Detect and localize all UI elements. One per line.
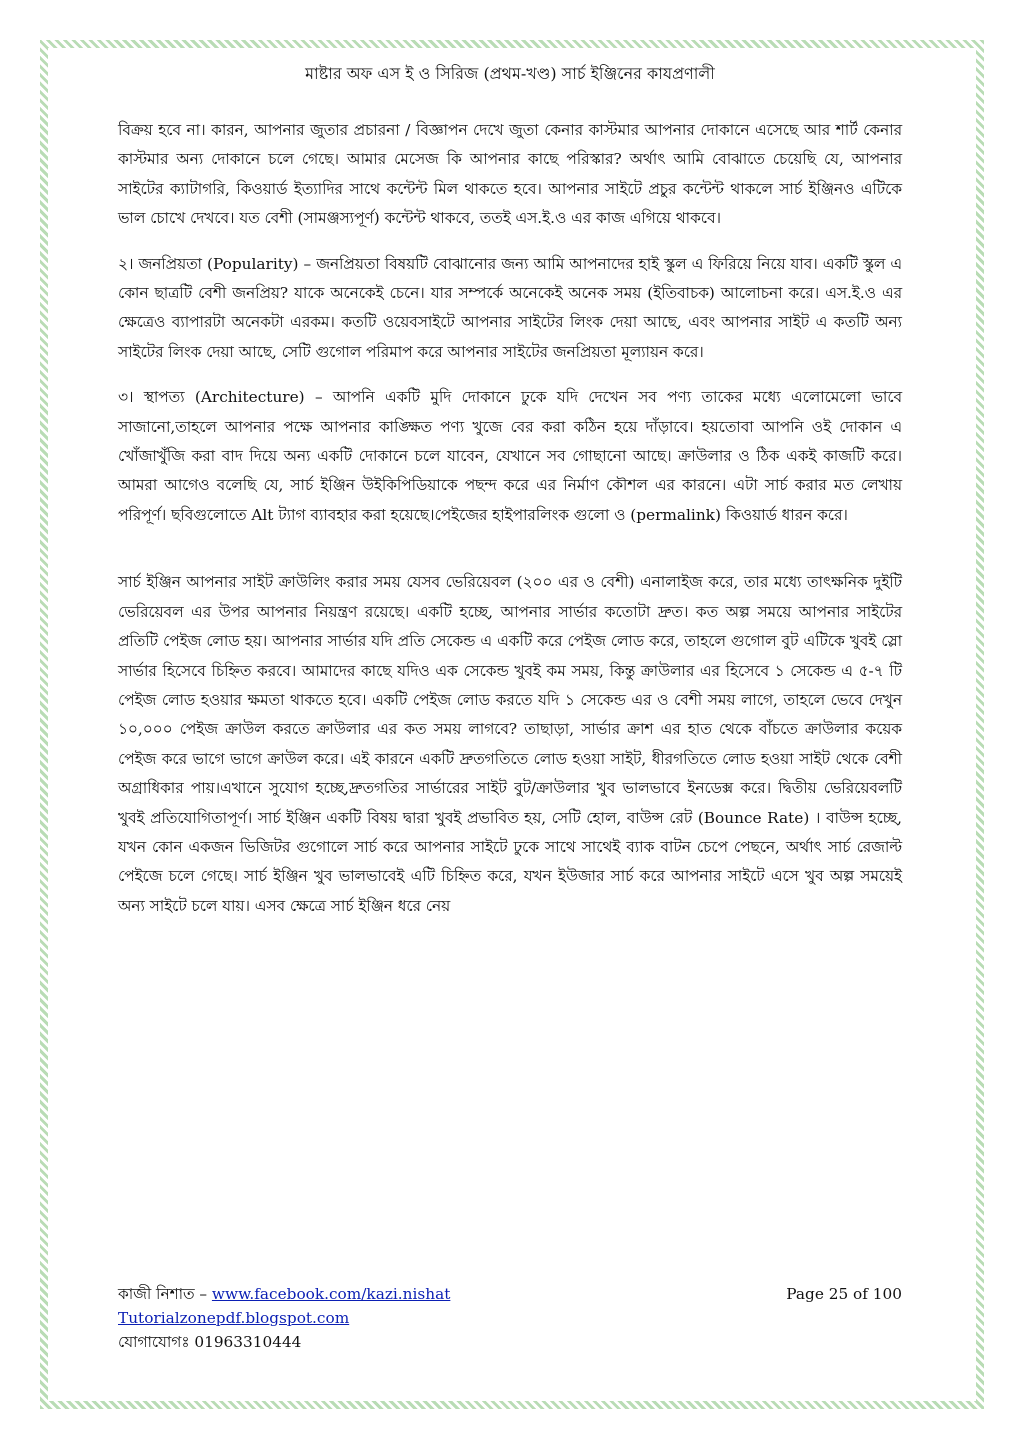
author-name: কাজী নিশাত – bbox=[118, 1285, 212, 1303]
page-footer bbox=[118, 1282, 902, 1354]
blog-link[interactable]: Tutorialzonepdf.blogspot.com bbox=[118, 1309, 350, 1327]
page-number: Page 25 of 100 bbox=[786, 1285, 902, 1303]
paragraph-crawling-variables: সার্চ ইঞ্জিন আপনার সাইট ক্রাউলিং করার সময় যেসব ভেরিয়েবল (২০০ এর ও বেশী) এনালাইজ করে, তার মধ্যে তাৎক্ষনিক দুইটি ভেরিয়েবল এর উপর আপনার নিয়ন্ত্রণ রয়েছে। একটি হচ্ছে, আপনার সার্ভার কতোটা দ্রুত। কত অল্প সময়ে আপনার সাইটের প্রতিটি পেইজ লোড হয়। আপনার সার্ভার যদি প্রতি সেকেন্ড এ একটি করে পেইজ লোড করে, তাহলে গুগোল বুট এটিকে খুবই স্লো সার্ভার হিসেবে চিহ্নিত করবে। আমাদের কাছে যদিও এক সেকেন্ড খুবই কম সময়, কিন্তু ক্রাউলার এর হিসেবে ১ সেকেন্ড এ ৫-৭ টি পেইজ লোড হওয়ার ক্ষমতা থাকতে হবে। একটি পেইজ লোড করতে যদি ১ সেকেন্ড এর ও বেশী সময় লাগে, তাহলে ভেবে দেখুন ১০,০০০ পেইজ ক্রাউল করতে ক্রাউলার এর কত সময় লাগবে? তাছাড়া, সার্ভার ক্রাশ এর হাত থেকে বাঁচতে ক্রাউলার কয়েক পেইজ করে ভাগে ভাগে ক্রাউল করে। এই কারনে একটি দ্রুতগতিতে লোড হওয়া সাইট, ধীরগতিতে লোড হওয়া সাইট থেকে বেশী অগ্রাধিকার পায়।এখানে সুযোগ হচ্ছে,দ্রুতগতির সার্ভারের সাইট বুট/ক্রাউলার খুব ভালভাবে ইনডেক্স করে। দ্বিতীয় ভেরিয়েবলটি খুবই প্রতিযোগিতাপূর্ণ। সার্চ ইঞ্জিন একটি বিষয় দ্বারা খুবই প্রভাবিত হয়, সেটি হোল, বাউন্স রেট (Bounce Rate) । বাউন্স হচ্ছে, যখন কোন একজন ভিজিটর গুগোলে সার্চ করে আপনার সাইটে ঢুকে সাথে সাথেই ব্যাক বাটন চেপে পেছনে, অর্থাৎ সার্চ রেজাল্ট পেইজে চলে গেছে। সার্চ ইঞ্জিন খুব ভালভাবেই এটি চিহ্নিত করে, যখন ইউজার সার্চ করে আপনার সাইটে এসে খুব অল্প সময়েই অন্য সাইটে চলে যায়। এসব ক্ষেত্রে সার্চ ইঞ্জিন ধরে নেয় bbox=[118, 573, 902, 915]
document-page bbox=[40, 40, 984, 1409]
footer-row-blog bbox=[118, 1306, 902, 1330]
paragraph-content-relevance: বিক্রয় হবে না। কারন, আপনার জুতার প্রচারনা / বিজ্ঞাপন দেখে জুতা কেনার কাস্টমার আপনার দোকানে এসেছে আর শার্ট কেনার কাস্টমার অন্য দোকানে চলে গেছে। আমার মেসেজ কি আপনার কাছে পরিস্কার? অর্থাৎ আমি বোঝাতে চেয়েছি যে, আপনার সাইটের ক্যাটাগরি, কিওয়ার্ড ইত্যাদির সাথে কন্টেন্ট মিল থাকতে হবে। আপনার সাইটে প্রচুর কন্টেন্ট থাকলে সার্চ ইঞ্জিনও এটিকে ভাল চোখে দেখবে। যত বেশী (সামঞ্জস্যপূর্ণ) কন্টেন্ট থাকবে, ততই এস.ই.ও এর কাজ এগিয়ে থাকবে। bbox=[118, 121, 902, 228]
footer-contact: যোগাযোগঃ 01963310444 bbox=[118, 1333, 302, 1351]
footer-row-author bbox=[118, 1282, 902, 1306]
paragraph-architecture: ৩। স্থাপত্য (Architecture) – আপনি একটি মুদি দোকানে ঢুকে যদি দেখেন সব পণ্য তাকের মধ্যে এলোমেলো ভাবে সাজানো,তাহলে আপনার পক্ষে আপনার কাঙ্ক্ষিত পণ্য খুজে বের করা কঠিন হয়ে দাঁড়াবে। হয়তোবা আপনি ওই দোকান এ খোঁজাখুঁজি করা বাদ দিয়ে অন্য একটি দোকানে চলে যাবেন, যেখানে সব গোছানো আছে। ক্রাউলার ও ঠিক একই কাজটি করে। আমরা আগেও বলেছি যে, সার্চ ইঞ্জিন উইকিপিডিয়াকে পছন্দ করে এর নির্মাণ কৌশল এর কারনে। এটা সার্চ করার মত লেখায় পরিপূর্ণ। ছবিগুলোতে Alt ট্যাগ ব্যাবহার করা হয়েছে।পেইজের হাইপারলিংক গুলো ও (permalink) কিওয়ার্ড ধারন করে। bbox=[118, 388, 902, 524]
footer-author bbox=[118, 1282, 450, 1306]
facebook-link[interactable]: www.facebook.com/kazi.nishat bbox=[211, 1285, 451, 1303]
page-header: মাষ্টার অফ এস ই ও সিরিজ (প্রথম-খণ্ড) সার্চ ইঞ্জিনের কাযপ্রণালী bbox=[305, 64, 715, 83]
paragraph-popularity: ২। জনপ্রিয়তা (Popularity) – জনপ্রিয়তা বিষয়টি বোঝানোর জন্য আমি আপনাদের হাই স্কুল এ ফিরিয়ে নিয়ে যাব। একটি স্কুল এ কোন ছাত্রটি বেশী জনপ্রিয়? যাকে অনেকেই চেনে। যার সম্পর্কে অনেকেই অনেক সময় (ইতিবাচক) আলোচনা করে। এস.ই.ও এর ক্ষেত্রেও ব্যাপারটা অনেকটা এরকম। কতটি ওয়েবসাইটে আপনার সাইটের লিংক দেয়া আছে, এবং আপনার সাইট এ কতটি অন্য সাইটের লিংক দেয়া আছে, সেটি গুগোল পরিমাপ করে আপনার সাইটের জনপ্রিয়তা মূল্যায়ন করে। bbox=[118, 254, 902, 361]
